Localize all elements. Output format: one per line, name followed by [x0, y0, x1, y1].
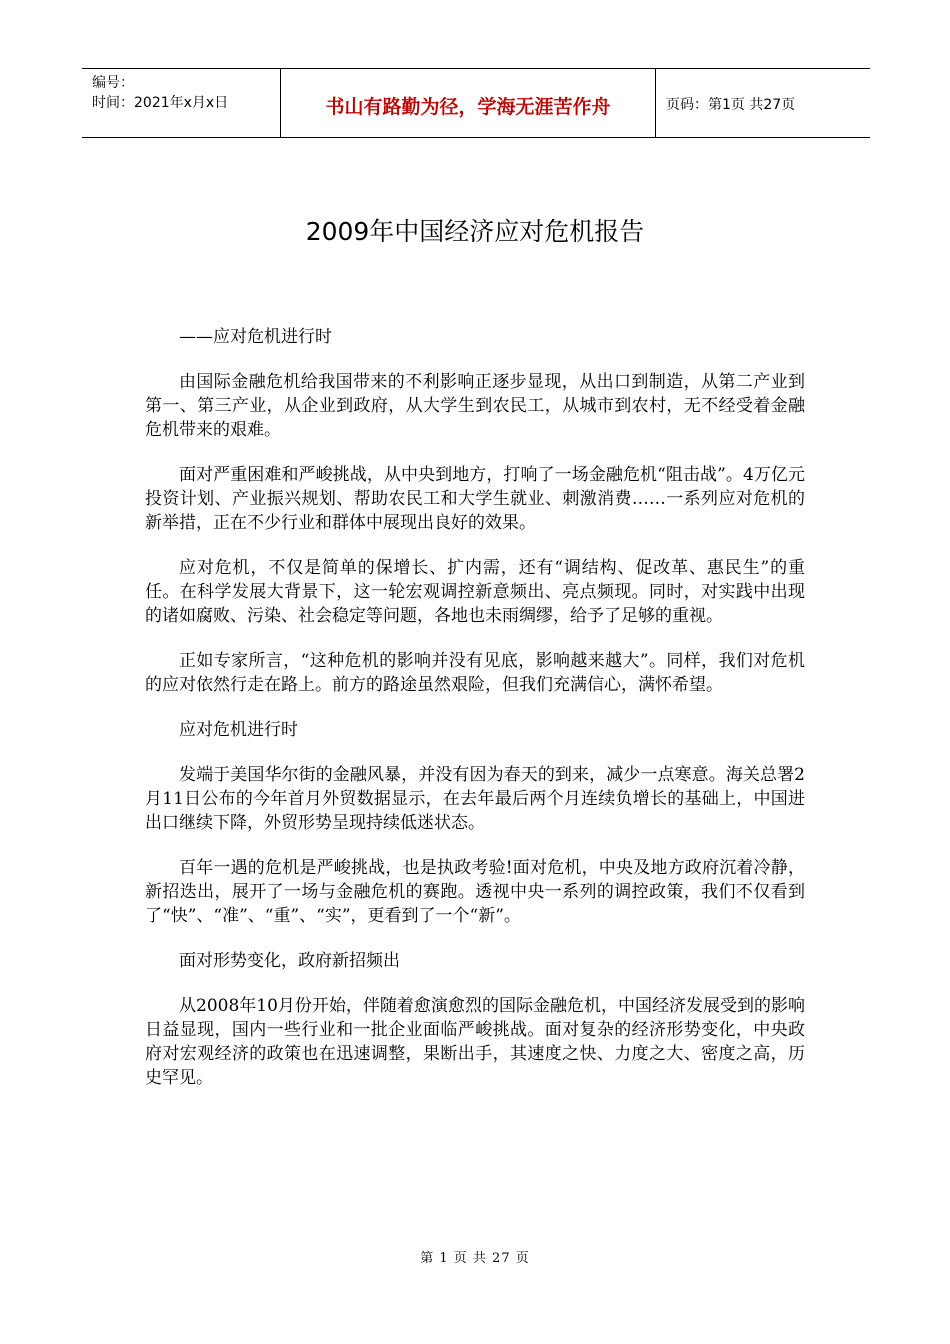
document-header: [82, 68, 870, 138]
paragraph: 发端于美国华尔街的金融风暴，并没有因为春天的到来，减少一点寒意。海关总署2月11日公布的今年首月外贸数据显示，在去年最后两个月连续负增长的基础上，中国进出口继续下降，外贸形势呈现持续低迷状态。: [145, 765, 805, 833]
paragraph: ——应对危机进行时: [179, 327, 332, 347]
section-heading: 应对危机进行时: [179, 720, 298, 740]
paragraph: 由国际金融危机给我国带来的不利影响正逐步显现，从出口到制造，从第二产业到第一、第三产业，从企业到政府，从大学生到农民工，从城市到农村，无不经受着金融危机带来的艰难。: [145, 372, 805, 440]
document-body: [145, 325, 805, 1111]
paragraph: 百年一遇的危机是严峻挑战，也是执政考验!面对危机，中央及地方政府沉着冷静，新招迭出，展开了一场与金融危机的赛跑。透视中央一系列的调控政策，我们不仅看到了“快”、“准”、“重”、“实”，更看到了一个“新”。: [145, 858, 805, 926]
paragraph: 正如专家所言，“这种危机的影响并没有见底，影响越来越大”。同样，我们对危机的应对依然行走在路上。前方的路途虽然艰险，但我们充满信心，满怀希望。: [145, 651, 805, 695]
section-heading: 面对形势变化，政府新招频出: [179, 951, 400, 971]
header-motto: 书山有路勤为径，学海无涯苦作舟: [325, 95, 611, 118]
header-page-cell: [656, 69, 870, 137]
document-number-label: 编号：: [92, 75, 134, 91]
page-footer: 第 1 页 共 27 页: [420, 1251, 530, 1266]
paragraph: 从2008年10月份开始，伴随着愈演愈烈的国际金融危机，中国经济发展受到的影响日益显现，国内一些行业和一批企业面临严峻挑战。面对复杂的经济形势变化，中央政府对宏观经济的政策也在迅速调整，果断出手，其速度之快、力度之大、密度之高，历史罕见。: [145, 996, 805, 1088]
document-time-label: 时间：2021年x月x日: [92, 95, 229, 111]
document-title: 2009年中国经济应对危机报告: [305, 217, 645, 246]
header-meta-cell: [82, 69, 280, 137]
paragraph: 应对危机，不仅是简单的保增长、扩内需，还有“调结构、促改革、惠民生”的重任。在科学发展大背景下，这一轮宏观调控新意频出、亮点频现。同时，对实践中出现的诸如腐败、污染、社会稳定等问题，各地也未雨绸缪，给予了足够的重视。: [145, 558, 805, 626]
header-page-info: 页码：第1页 共27页: [666, 97, 796, 113]
paragraph: 面对严重困难和严峻挑战，从中央到地方，打响了一场金融危机“阻击战”。4万亿元投资计划、产业振兴规划、帮助农民工和大学生就业、刺激消费……一系列应对危机的新举措，正在不少行业和群体中展现出良好的效果。: [145, 465, 805, 533]
header-motto-cell: [280, 69, 656, 137]
